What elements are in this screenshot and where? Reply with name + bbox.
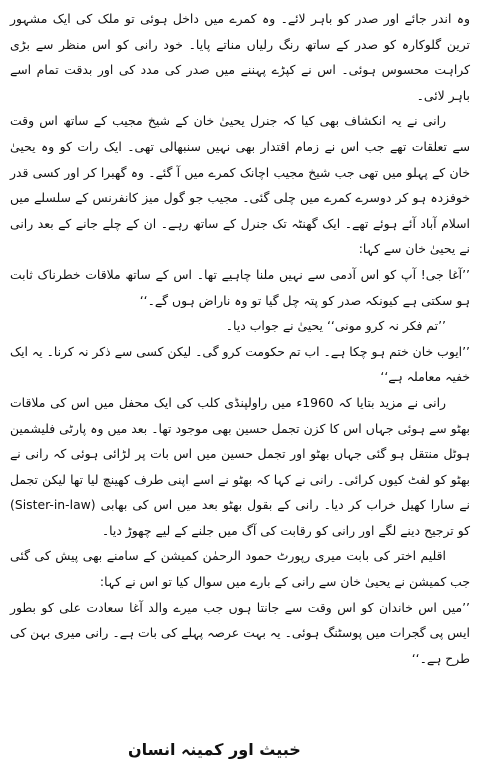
quote-2: ’’تم فکر نہ کرو مونی‘‘ یحییٰ نے جواب دیا۔ [225, 318, 446, 334]
quote-1: ’’آغا جی! آپ کو اس آدمی سے نہیں ملنا چاہیے تھا۔ اس کے ساتھ ملاقات خطرناک ثابت ہو سکتی ہے کیونکہ صدر کو پتہ چل گیا تو وہ ناراض ہوں گے۔‘‘ [10, 266, 470, 308]
paragraph-3: رانی نے مزید بتایا کہ 1960ء میں راولپنڈی کلب کی ایک محفل میں اس کی ملاقات بھٹو سے ہوئی جہاں اس کا کزن تجمل حسین بھی موجود تھا۔ بعد میں وہ پارٹی فلیشمین ہوٹل منتقل ہو گئی جہاں بھٹو اور تجمل حسین میں اس بات پر لڑائی ہوئی کہ رانی نے بھٹو کو لفٹ کیوں کرائی۔ رانی نے کہا کہ بھٹو نے اسے اپنی طرف کھینچ لیا تھا لیکن تجمل نے سارا کھیل خراب کر دیا۔ رانی کے بقول بھٹو بعد میں اس کی بھابی (Sister-in-law) کو ترجیح دینے لگے اور رانی کو رقابت کی آگ میں جلنے کے لیے چھوڑ دیا۔ [10, 394, 470, 538]
quote-4: ’’میں اس خاندان کو اس وقت سے جانتا ہوں جب میرے والد آغا سعادت علی کو بطور ایس پی گجرات میں پوسٹنگ ہوئی۔ یہ بہت عرصہ پہلے کی بات ہے۔ رانی میری بہن کی طرح ہے۔‘‘ [10, 599, 470, 666]
paragraph-1: وہ اندر جائے اور صدر کو باہر لائے۔ وہ کمرے میں داخل ہوئی تو ملک کی ایک مشہور ترین گلوکارہ کو صدر کے ساتھ رنگ رلیاں مناتے پایا۔ خود رانی کو اس منظر سے بڑی کراہت محسوس ہوئی۔ اس نے کپڑے پہننے میں صدر کی مدد کی اور بدقت تمام اسے باہر لائی۔ [10, 11, 470, 103]
quote-3: ’’ایوب خان ختم ہو چکا ہے۔ اب تم حکومت کرو گی۔ لیکن کسی سے ذکر نہ کرنا۔ یہ ایک خفیہ معاملہ ہے‘‘ [10, 343, 470, 385]
paragraph-2: رانی نے یہ انکشاف بھی کیا کہ جنرل یحییٰ خان کے شیخ مجیب کے ساتھ اس وقت سے تعلقات تھے جب اس نے زمام اقتدار بھی نہیں سنبھالی تھی۔ ایک رات کو وہ یحییٰ خان کے پہلو میں تھی جب شیخ مجیب اچانک کمرے میں آ گئے۔ وہ گھبرا کر اور کسی قدر خوفزدہ ہو کر دوسرے کمرے میں چلی گئی۔ مجیب جو گول میز کانفرنس کے سلسلے میں اسلام آباد آئے ہوئے تھے۔ ایک گھنٹہ تک جنرل کے ساتھ رہے۔ ان کے چلے جانے کے بعد رانی نے یحییٰ خان سے کہا: [10, 113, 470, 257]
footer-title: خبیث اور کمینہ انسان [128, 740, 301, 759]
paragraph-4: اقلیم اختر کی بابت میری رپورٹ حمود الرحمٰن کمیشن کے سامنے بھی پیش کی گئی جب کمیشن نے یحییٰ خان سے رانی کے بارے میں سوال کیا تو اس نے کہا: [10, 548, 470, 590]
